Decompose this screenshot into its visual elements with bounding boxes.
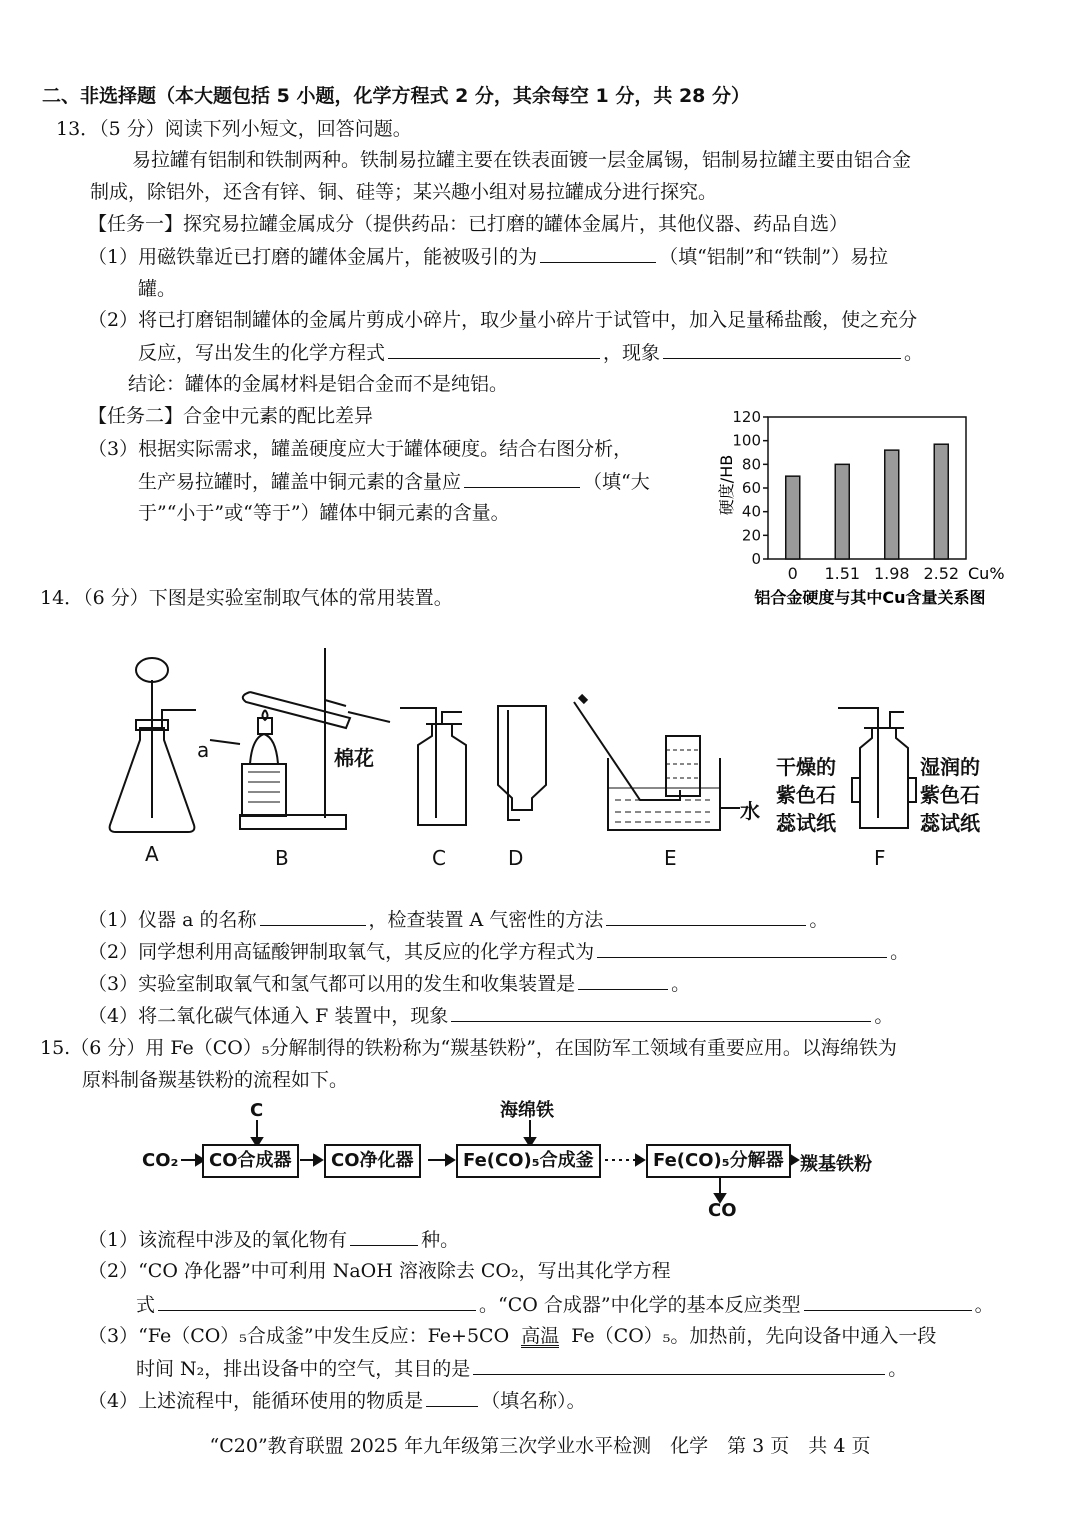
label-dry-paper — [776, 753, 836, 837]
q14-header: 14．（6 分）下图是实验室制取气体的常用装置。 — [40, 587, 453, 609]
chart-y-tick-label: 40 — [741, 502, 761, 521]
q14-p1-method-blank[interactable] — [606, 907, 806, 926]
flow-box-feco5-decomposer: Fe(CO)₅分解器 — [646, 1144, 791, 1178]
label-wet-1: 湿润的 — [920, 755, 980, 779]
chart-y-tick-label: 20 — [741, 526, 761, 545]
q15-p3-condition: 高温 — [521, 1325, 560, 1347]
q13-para2: 制成，除铝外，还含有锌、铜、硅等；某兴趣小组对易拉罐成分进行探究。 — [90, 181, 718, 203]
q13-p2-line1: （2）将已打磨铝制罐体的金属片剪成小碎片，取少量小碎片于试管中，加入足量稀盐酸，使之充分 — [88, 309, 918, 331]
chart-y-tick-label: 0 — [751, 550, 761, 568]
chart-x-tick-label: 1.51 — [824, 564, 861, 583]
q15-p2-text2: 。“CO 合成器”中化学的基本反应类型 — [479, 1294, 801, 1316]
q15-p2-text: 式 — [136, 1294, 156, 1316]
chart-bars — [786, 444, 949, 559]
flow-box-feco5-reactor: Fe(CO)₅合成釜 — [456, 1144, 601, 1178]
q15-header-2: 原料制备羰基铁粉的流程如下。 — [82, 1069, 349, 1091]
chart-x-tick-label: 1.98 — [873, 564, 910, 583]
apparatus-label-f: F — [874, 846, 886, 870]
q15-p3-end: 。 — [888, 1358, 908, 1380]
q13-p1-blank[interactable] — [540, 244, 656, 263]
q14-part1 — [88, 907, 828, 932]
q13-p3-text2: （填“大 — [583, 471, 650, 493]
q15-p1-end: 种。 — [421, 1229, 460, 1251]
q15-part3-cont — [136, 1356, 907, 1381]
q14-part2 — [88, 939, 909, 964]
q13-task2: 【任务二】合金中元素的配比差异 — [88, 405, 374, 427]
q14-p1-text: （1）仪器 a 的名称 — [88, 909, 257, 931]
q13-p1-cont: 罐。 — [138, 278, 177, 300]
chart-bar-0 — [786, 476, 800, 559]
q15-p1-blank[interactable] — [350, 1227, 418, 1246]
chart-y-tick-label: 100 — [732, 431, 761, 450]
label-water: 水 — [740, 799, 760, 823]
apparatus-f — [838, 708, 916, 828]
page-footer: “C20”教育联盟 2025 年九年级第三次学业水平检测 化学 第 3 页 共 4 页 — [209, 1435, 871, 1457]
q15-p4-blank[interactable] — [426, 1388, 478, 1407]
flow-output-carbonyl-iron: 羰基铁粉 — [800, 1154, 872, 1175]
apparatus-c — [400, 708, 466, 825]
chart-xlabel: Cu% — [968, 564, 1005, 583]
chart-y-tick-label: 80 — [741, 455, 761, 474]
q14-part4 — [88, 1003, 893, 1028]
q14-p3-end: 。 — [671, 973, 691, 995]
q13-p3-blank[interactable] — [464, 469, 580, 488]
flow-input-co2: CO₂ — [142, 1150, 179, 1171]
flow-output-co: CO — [708, 1200, 737, 1221]
q13-p1-text2: （填“铝制”和“铁制”）易拉 — [659, 246, 888, 268]
q13-p2-equation-blank[interactable] — [388, 340, 600, 359]
apparatus-b — [210, 648, 390, 829]
q13-para1: 易拉罐有铝制和铁制两种。铁制易拉罐主要在铁表面镀一层金属锡，铝制易拉罐主要由铝合金 — [132, 149, 912, 171]
q15-part2 — [136, 1292, 994, 1317]
label-cotton: 棉花 — [334, 746, 374, 770]
q15-p1-text: （1）该流程中涉及的氧化物有 — [88, 1229, 348, 1251]
apparatus-d — [498, 706, 546, 820]
q13-p2-end: 。 — [904, 342, 924, 364]
q13-header: 13．（5 分）阅读下列小短文，回答问题。 — [56, 118, 412, 140]
q14-p4-text: （4）将二氧化碳气体通入 F 装置中，现象 — [88, 1005, 449, 1027]
chart-title: 铝合金硬度与其中Cu含量关系图 — [754, 588, 986, 607]
label-dry-2: 紫色石 — [776, 783, 836, 807]
apparatus-a — [110, 658, 196, 832]
q13-p2-text: 反应，写出发生的化学方程式 — [138, 342, 386, 364]
label-wet-2: 紫色石 — [920, 783, 980, 807]
apparatus-label-a: A — [145, 842, 159, 866]
chart-ylabel: 硬度/HB — [717, 454, 736, 516]
q15-p4-end: （填名称）。 — [481, 1390, 586, 1412]
q14-p1-end: 。 — [809, 909, 829, 931]
q13-p2-phenomenon-blank[interactable] — [663, 340, 901, 359]
flow-input-c: C — [250, 1100, 264, 1121]
q15-part4 — [88, 1388, 586, 1413]
chart-x-ticks — [788, 564, 959, 583]
q15-p4-text: （4）上述流程中，能循环使用的物质是 — [88, 1390, 424, 1412]
q14-p2-end: 。 — [890, 941, 910, 963]
q14-p3-blank[interactable] — [578, 971, 668, 990]
q14-p4-end: 。 — [874, 1005, 894, 1027]
section-title: 二、非选择题（本大题包括 5 小题，化学方程式 2 分，其余每空 1 分，共 28 分） — [42, 85, 751, 107]
q13-p3-line1: （3）根据实际需求，罐盖硬度应大于罐体硬度。结合右图分析， — [88, 438, 633, 460]
q13-task1: 【任务一】探究易拉罐金属成分（提供药品：已打磨的罐体金属片，其他仪器、药品自选） — [88, 213, 849, 235]
q15-header-1: 15.（6 分）用 Fe（CO）₅分解制得的铁粉称为“羰基铁粉”，在国防军工领域有重要应用。以海绵铁为 — [40, 1037, 897, 1059]
q15-p3-blank[interactable] — [473, 1356, 885, 1375]
q15-part1 — [88, 1227, 459, 1252]
q15-p2-line1: （2）“CO 净化器”中可利用 NaOH 溶液除去 CO₂，写出其化学方程 — [88, 1260, 671, 1282]
chart-y-tick-label: 120 — [732, 408, 761, 426]
chart-x-tick-label: 2.52 — [923, 564, 960, 583]
chart-bar-1.98 — [885, 450, 899, 559]
q15-p2-end: 。 — [974, 1294, 994, 1316]
q14-p1-name-blank[interactable] — [260, 907, 366, 926]
q15-part3 — [88, 1324, 936, 1348]
q14-p3-text: （3）实验室制取氧气和氢气都可以用的发生和收集装置是 — [88, 973, 576, 995]
q14-p2-text: （2）同学想利用高锰酸钾制取氧气，其反应的化学方程式为 — [88, 941, 595, 963]
apparatus-label-d: D — [508, 846, 524, 870]
apparatus-figure — [100, 640, 1020, 880]
flow-input-sponge-iron: 海绵铁 — [500, 1100, 554, 1121]
chart-bar-1.51 — [835, 464, 849, 559]
chart-y-ticks — [732, 408, 768, 568]
q13-part1 — [88, 244, 888, 269]
apparatus-label-b: B — [275, 846, 289, 870]
apparatus-label-e: E — [664, 846, 677, 870]
apparatus-label-c: C — [432, 846, 446, 870]
q15-p3-text3: 时间 N₂，排出设备中的空气，其目的是 — [136, 1358, 471, 1380]
q15-p2-equation-blank[interactable] — [158, 1292, 476, 1311]
q14-part3 — [88, 971, 690, 996]
label-dry-1: 干燥的 — [776, 755, 836, 779]
q13-p2-text2: ，现象 — [603, 342, 661, 364]
q15-p3-text2: Fe（CO）₅。加热前，先向设备中通入一段 — [571, 1325, 937, 1347]
q13-part3 — [138, 469, 650, 494]
chart-x-tick-label: 0 — [787, 564, 798, 583]
chart-y-tick-label: 60 — [741, 479, 761, 497]
label-wet-paper — [920, 753, 980, 837]
q13-p3-line3: 于”“小于”或“等于”）罐体中铜元素的含量。 — [138, 502, 510, 524]
apparatus-e — [574, 696, 740, 830]
q15-p3-text: （3）“Fe（CO）₅合成釜”中发生反应：Fe+5CO — [88, 1325, 510, 1347]
q14-p1-text2: ，检查装置 A 气密性的方法 — [368, 909, 604, 931]
label-dry-3: 蕊试纸 — [776, 811, 836, 835]
label-wet-3: 蕊试纸 — [920, 811, 980, 835]
q14-p4-blank[interactable] — [451, 1003, 871, 1022]
flow-box-co-purifier: CO净化器 — [324, 1144, 421, 1178]
flow-box-co-synthesizer: CO合成器 — [202, 1144, 299, 1178]
q13-part2 — [138, 340, 923, 365]
q13-p1-text: （1）用磁铁靠近已打磨的罐体金属片，能被吸引的为 — [88, 246, 538, 268]
hardness-chart — [710, 405, 1030, 615]
q15-p2-type-blank[interactable] — [804, 1292, 972, 1311]
label-a: a — [197, 738, 210, 762]
chart-bar-2.52 — [934, 444, 948, 559]
q13-p3-text: 生产易拉罐时，罐盖中铜元素的含量应 — [138, 471, 462, 493]
q13-conclusion: 结论：罐体的金属材料是铝合金而不是纯铝。 — [128, 373, 509, 395]
q14-p2-blank[interactable] — [597, 939, 887, 958]
